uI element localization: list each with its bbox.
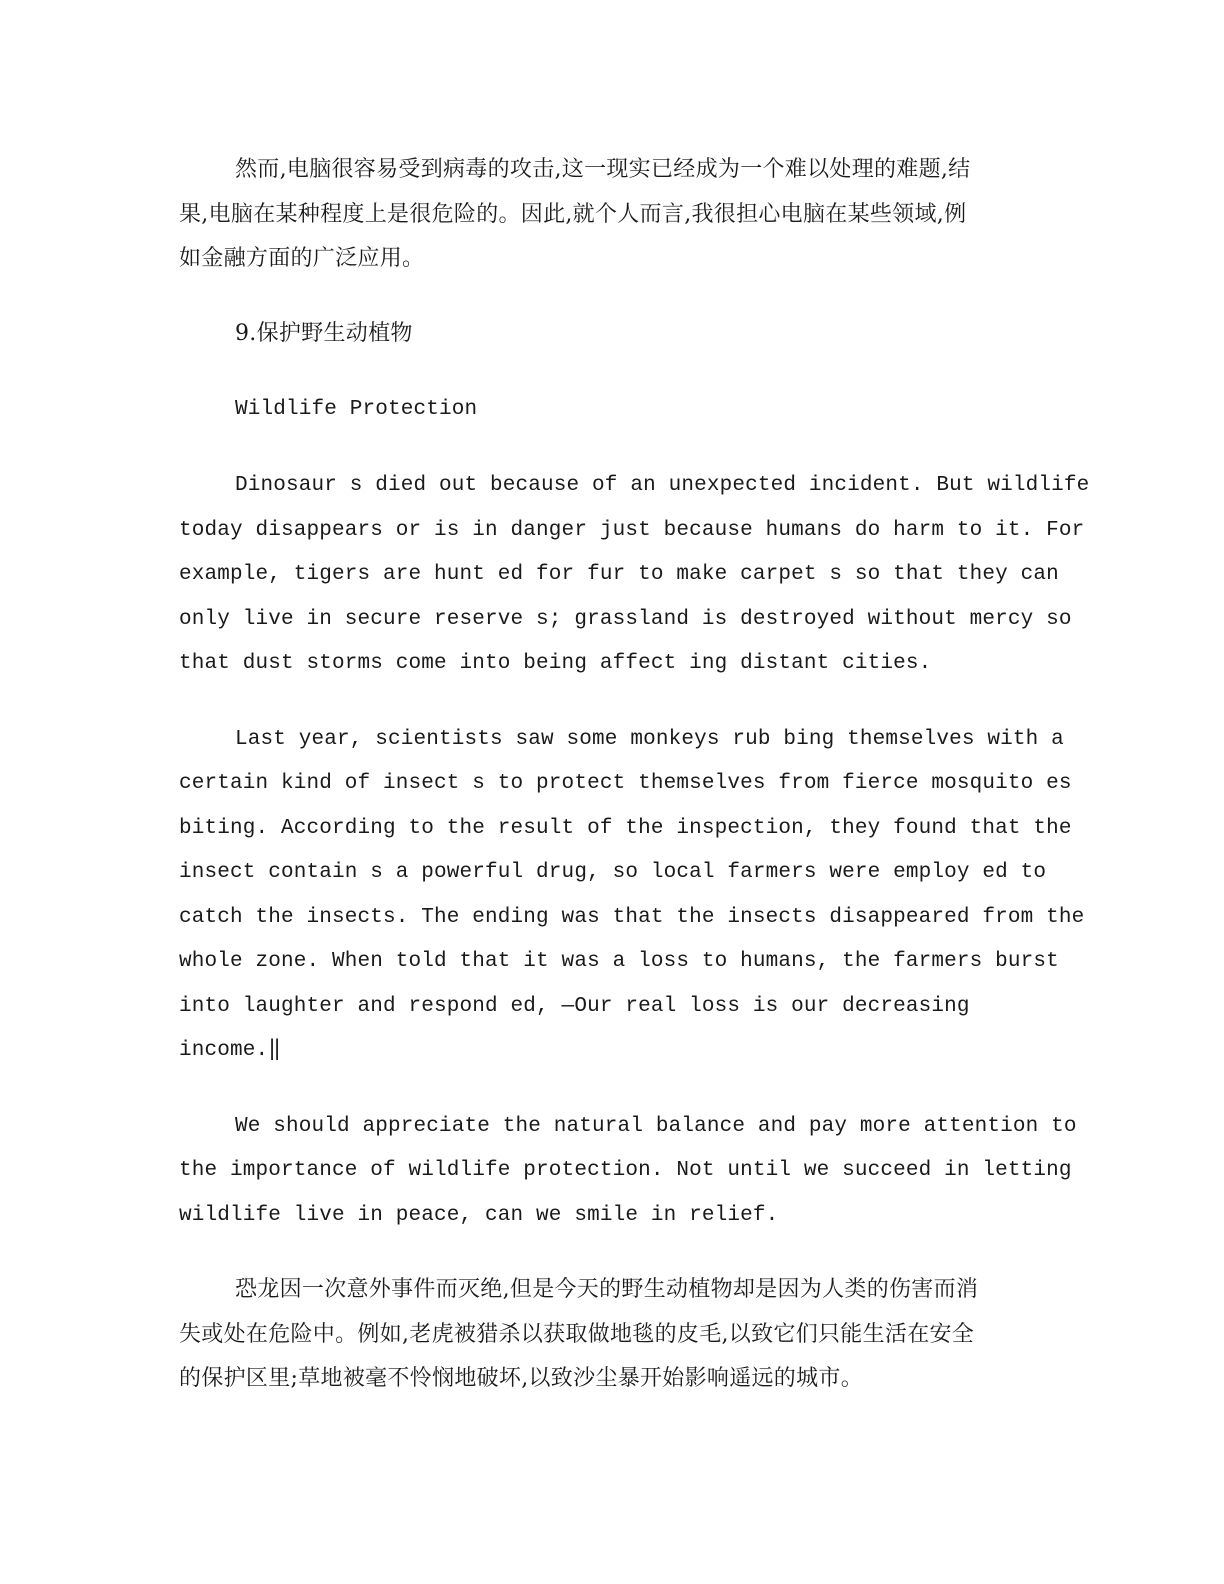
paragraph-line: example, tigers are hunt ed for fur to make carpet s so that they can bbox=[179, 563, 1059, 586]
section-title-en: Wildlife Protection bbox=[235, 398, 478, 421]
paragraph-line: today disappears or is in danger just because humans do harm to it. For bbox=[179, 519, 1085, 542]
paragraph-line: 如金融方面的广泛应用。 bbox=[179, 246, 425, 271]
paragraph-line: 失或处在危险中。例如,老虎被猎杀以获取做地毯的皮毛,以致它们只能生活在安全 bbox=[179, 1322, 975, 1347]
paragraph-line: that dust storms come into being affect ing distant cities. bbox=[179, 652, 932, 675]
paragraph-line: certain kind of insect s to protect themselves from fierce mosquito es bbox=[179, 772, 1072, 795]
paragraph-line: catch the insects. The ending was that the insects disappeared from the bbox=[179, 906, 1085, 929]
paragraph-line: 的保护区里;草地被毫不怜悯地破坏,以致沙尘暴开始影响遥远的城市。 bbox=[179, 1366, 864, 1391]
paragraph-line: 恐龙因一次意外事件而灭绝,但是今天的野生动植物却是因为人类的伤害而消 bbox=[235, 1277, 979, 1302]
paragraph-line: 果,电脑在某种程度上是很危险的。因此,就个人而言,我很担心电脑在某些领域,例 bbox=[179, 202, 967, 227]
paragraph-line: biting. According to the result of the inspection, they found that the bbox=[179, 817, 1072, 840]
paragraph-line: We should appreciate the natural balance and pay more attention to bbox=[235, 1115, 1077, 1138]
paragraph-line: into laughter and respond ed, ―Our real loss is our decreasing bbox=[179, 995, 970, 1018]
paragraph-line: whole zone. When told that it was a loss to humans, the farmers burst bbox=[179, 950, 1059, 973]
paragraph-line: only live in secure reserve s; grassland is destroyed without mercy so bbox=[179, 608, 1072, 631]
paragraph-line: Dinosaur s died out because of an unexpected incident. But wildlife bbox=[235, 474, 1090, 497]
paragraph-line: wildlife live in peace, can we smile in relief. bbox=[179, 1204, 779, 1227]
paragraph-line: Last year, scientists saw some monkeys rub bing themselves with a bbox=[235, 728, 1064, 751]
paragraph-line: 然而,电脑很容易受到病毒的攻击,这一现实已经成为一个难以处理的难题,结 bbox=[235, 157, 971, 182]
section-heading-cn: 9.保护野生动植物 bbox=[235, 321, 413, 346]
paragraph-line: insect contain s a powerful drug, so local farmers were employ ed to bbox=[179, 861, 1047, 884]
paragraph-line: income.‖ bbox=[179, 1039, 282, 1062]
paragraph-line: the importance of wildlife protection. Not until we succeed in letting bbox=[179, 1159, 1072, 1182]
